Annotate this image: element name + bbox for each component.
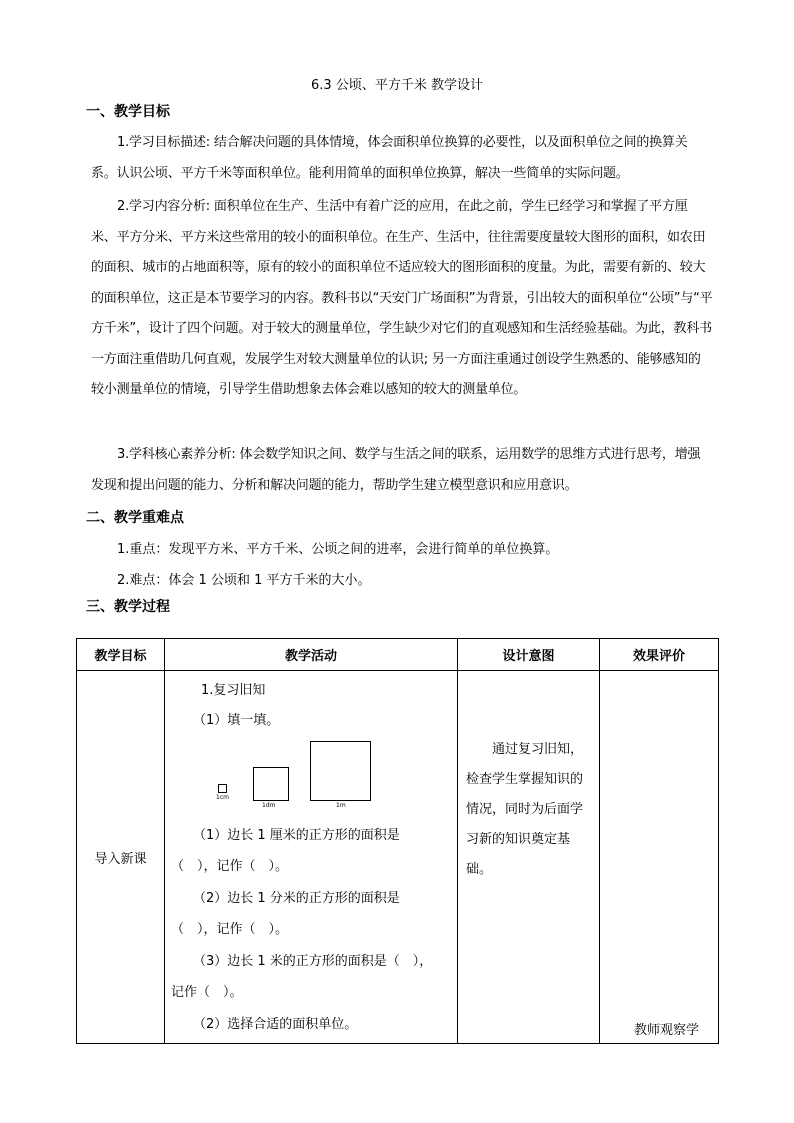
question-3-line-2: 记作（ ）。 (171, 985, 243, 1000)
header-activity: 教学活动 (165, 639, 458, 671)
section-heading-goals: 一、教学目标 (86, 104, 170, 120)
goal-text: 导入新课 (94, 851, 147, 867)
process-table (76, 638, 719, 1044)
goals-paragraph-2: 2.学习内容分析: 面积单位在生产、生活中有着广泛的应用，在此之前，学生已经学习和掌握了平方厘米、平方分米、平方米这些常用的较小的面积单位。在生产、生活中，往往需要度量较大图形的面积，如农田的面积、城市的占地面积等，原有的较小的面积单位不适应较大的图形面积的度量。为此，需要有新的、较大的面积单位，这正是本节要学习的内容。教科书以“天安门广场面积”为背景，引出较大的面积单位“公顷”与“平方千米”，设计了四个问题。对于较大的测量单位，学生缺少对它们的直观感知和生活经验基础。为此，教科书一方面注重借助几何直观，发展学生对较大测量单位的认识; 另一方面注重通过创设学生熟悉的、能够感知的较小测量单位的情境，引导学生借助想象去体会难以感知的较大的测量单位。 (91, 199, 713, 397)
square-1m (310, 741, 371, 801)
label-1m: 1m (336, 802, 346, 809)
intent-text: 通过复习旧知，检查学生掌握知识的情况，同时为后面学习新的知识奠定基础。 (466, 742, 584, 877)
question-1-line-2: （ ），记作（ ）。 (171, 859, 289, 874)
intent-cell (458, 671, 600, 1044)
goals-paragraph-1: 1.学习目标描述: 结合解决问题的具体情境，体会面积单位换算的必要性，以及面积单位之间的换算关系。认识公顷、平方千米等面积单位。能利用简单的面积单位换算，解决一些简单的实际问题。 (91, 135, 688, 181)
activity-fill: （1）填一填。 (193, 713, 280, 728)
square-1dm (253, 767, 289, 801)
table-header-row (77, 639, 719, 671)
header-goal: 教学目标 (77, 639, 165, 671)
activity-cell (165, 671, 458, 1044)
section-heading-key: 二、教学重难点 (86, 510, 184, 526)
label-1dm: 1dm (262, 802, 276, 809)
activity-review: 1.复习旧知 (201, 683, 266, 698)
header-intent: 设计意图 (458, 639, 600, 671)
question-1-line-1: （1）边长 1 厘米的正方形的面积是 (193, 828, 400, 843)
goal-cell (77, 671, 165, 1044)
header-evaluation: 效果评价 (600, 639, 719, 671)
label-1cm: 1cm (216, 794, 229, 801)
goals-paragraph-3: 3.学科核心素养分析: 体会数学知识之间、数学与生活之间的联系，运用数学的思维方式进行思考，增强发现和提出问题的能力、分析和解决问题的能力，帮助学生建立模型意识和应用意识。 (91, 447, 701, 493)
difficult-point: 2.难点：体会 1 公顷和 1 平方千米的大小。 (117, 573, 371, 588)
table-row (77, 671, 719, 1044)
evaluation-text: 教师观察学 (634, 1023, 700, 1038)
question-2-line-2: （ ），记作（ ）。 (171, 922, 289, 937)
question-3-line-1: （3）边长 1 米的正方形的面积是（ ）， (193, 954, 433, 969)
square-1cm (218, 784, 227, 793)
document-title: 6.3 公顷、平方千米 教学设计 (311, 78, 483, 93)
activity-choose: （2）选择合适的面积单位。 (193, 1017, 358, 1032)
evaluation-cell (600, 671, 719, 1044)
section-heading-process: 三、教学过程 (86, 599, 170, 615)
question-2-line-1: （2）边长 1 分米的正方形的面积是 (193, 891, 400, 906)
key-point: 1.重点：发现平方米、平方千米、公顷之间的进率，会进行简单的单位换算。 (117, 542, 559, 557)
